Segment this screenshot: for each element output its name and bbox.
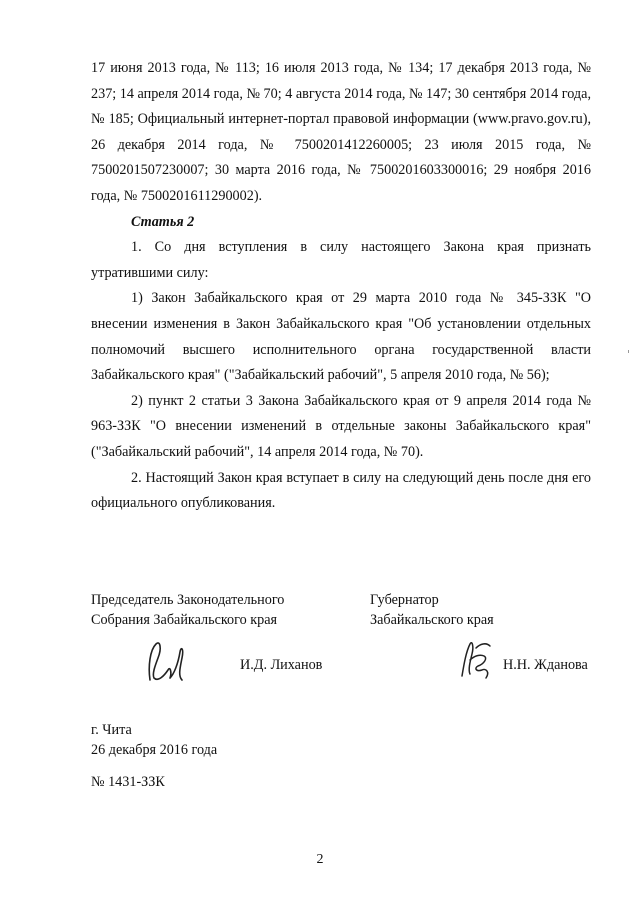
paragraph-subitem-1: 1) Закон Забайкальского края от 29 марта 2010 года № 345-ЗЗК "О внесении изменения в Закон Забайкальского края "Об установлении отдельных полномочий высшего исполнительного органа государственной власти Забайкальского края" ("Забайкальский рабочий", 5 апреля 2010 года, № 56); [91, 290, 591, 384]
paragraph-item-1: 1. Со дня вступления в силу настоящего Закона края признать утратившими силу: [91, 239, 591, 281]
paragraph-item-2: 2. Настоящий Закон края вступает в силу на следующий день после дня его официального опубликования. [91, 469, 591, 512]
governor-title [370, 590, 494, 630]
chairman-title [91, 590, 284, 630]
article-heading: Статья 2 [131, 213, 195, 230]
governor-title-line2: Забайкальского края [370, 612, 494, 628]
chairman-signature [140, 636, 192, 688]
signing-date: 26 декабря 2016 года [91, 742, 218, 758]
paragraph-continuation: 17 июня 2013 года, № 113; 16 июля 2013 года, № 134; 17 декабря 2013 года, № 237; 14 апреля 2014 года, № 70; 4 августа 2014 года, № 147; 30 сентября 2014 года, № 185; Официальный интернет-портал правовой информации (www.pravo.gov.ru), 26 декабря 2014 года, № 7500201412260005; 23 июля 2015 года, № 7500201507230007; 30 марта 2016 года, № 7500201603300016; 29 ноября 2016 года, № 7500201611290002). [91, 60, 591, 204]
document-body [91, 56, 591, 517]
governor-title-line1: Губернатор [370, 592, 439, 608]
chairman-title-line2: Собрания Забайкальского края [91, 612, 278, 628]
page-number: 2 [316, 852, 324, 867]
scan-speck [628, 350, 629, 353]
city: г. Чита [91, 722, 132, 738]
place-and-date [91, 720, 217, 760]
governor-signature [456, 636, 494, 684]
law-number: № 1431-ЗЗК [91, 774, 165, 790]
paragraph-subitem-2: 2) пункт 2 статьи 3 Закона Забайкальского края от 9 апреля 2014 года № 963-ЗЗК "О внесении изменений в отдельные законы Забайкальского края" ("Забайкальский рабочий", 14 апреля 2014 года, № 70). [91, 392, 591, 460]
governor-name: Н.Н. Жданова [503, 657, 588, 673]
chairman-title-line1: Председатель Законодательного [91, 592, 285, 608]
chairman-name: И.Д. Лиханов [240, 657, 323, 673]
